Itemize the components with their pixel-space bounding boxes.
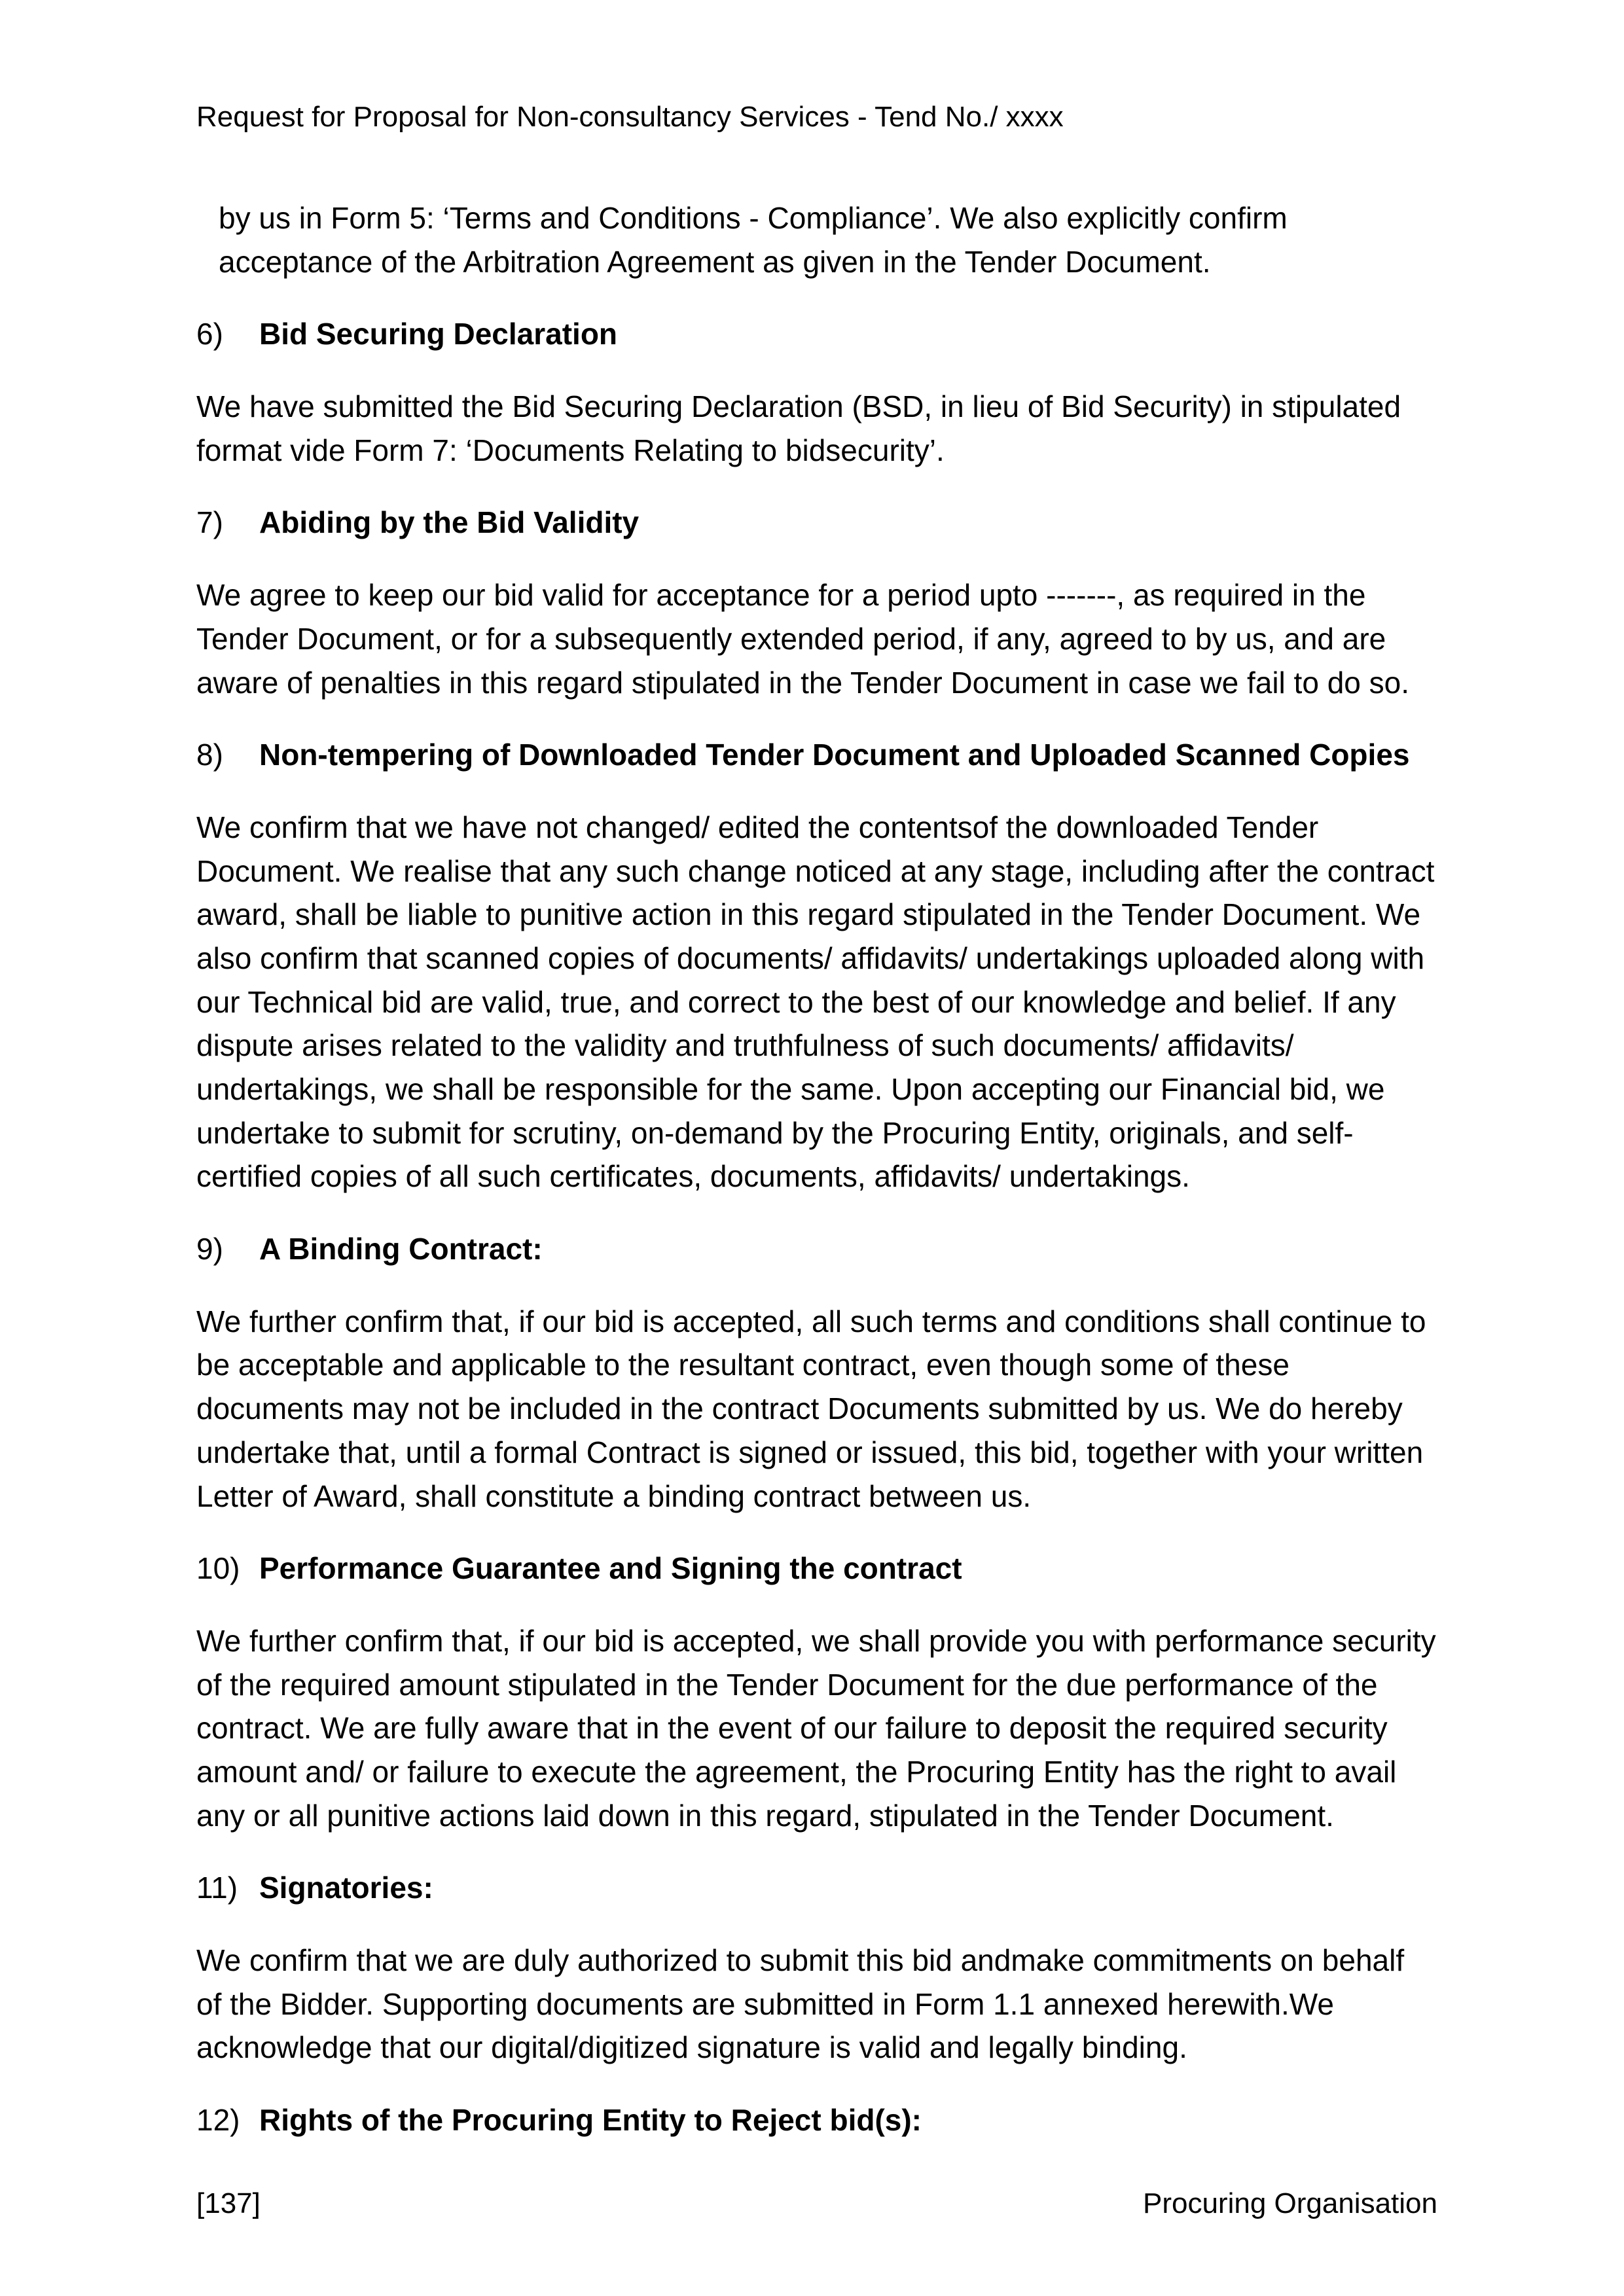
- section-heading: [196, 2098, 1437, 2142]
- section-body: We agree to keep our bid valid for acceptance for a period upto -------, as required in the Tender Document, or for a subsequently extended period, if any, agreed to by us, and are aware of penalties in this regard stipulated in the Tender Document in case we fail to do so.: [196, 578, 1410, 700]
- section-heading: [196, 733, 1437, 777]
- page-header: Request for Proposal for Non-consultancy Services - Tend No./ xxxx: [196, 101, 1064, 133]
- section-body: We further confirm that, if our bid is accepted, we shall provide you with performance security of the required amount stipulated in the Tender Document for the due performance of the contract. We are fully aware that in the event of our failure to deposit the required security amount and/ or failure to execute the agreement, the Procuring Entity has the right to avail any or all punitive actions laid down in this regard, stipulated in the Tender Document.: [196, 1623, 1436, 1833]
- section-number: 9): [196, 1232, 223, 1266]
- page-footer: [196, 2185, 1437, 2222]
- section-title: A Binding Contract:: [259, 1232, 543, 1266]
- section-heading: [196, 1227, 1437, 1271]
- section-number: 10): [196, 1551, 240, 1586]
- section-title: Rights of the Procuring Entity to Reject bid(s):: [259, 2103, 922, 2138]
- section-body: We further confirm that, if our bid is accepted, all such terms and conditions shall continue to be acceptable and applicable to the resultant contract, even though some of these documents may not be included in the contract Documents submitted by us. We do hereby undertake that, until a formal Contract is signed or issued, this bid, together with your written Letter of Award, shall constitute a binding contract between us.: [196, 1304, 1426, 1513]
- section-heading: [196, 1866, 1437, 1910]
- section-body: We confirm that we are duly authorized to submit this bid andmake commitments on behalf of the Bidder. Supporting documents are submitted in Form 1.1 annexed herewith.We acknowledge that our digital/digitized signature is valid and legally binding.: [196, 1943, 1405, 2065]
- section-7: [196, 501, 1437, 704]
- section-title: Performance Guarantee and Signing the contract: [259, 1551, 962, 1586]
- section-heading: [196, 501, 1437, 545]
- section-9: [196, 1227, 1437, 1518]
- section-12: [196, 2098, 1437, 2142]
- page-number: [137]: [196, 2187, 261, 2219]
- section-number: 7): [196, 505, 223, 540]
- document-content: [196, 196, 1437, 2171]
- section-heading: [196, 1547, 1437, 1590]
- section-title: Abiding by the Bid Validity: [259, 505, 640, 540]
- section-11: [196, 1866, 1437, 2070]
- section-number: 8): [196, 738, 223, 772]
- section-10: [196, 1547, 1437, 1837]
- section-title: Bid Securing Declaration: [259, 317, 618, 351]
- footer-organisation: Procuring Organisation: [1142, 2187, 1437, 2219]
- section-title: Signatories:: [259, 1871, 433, 1905]
- section-title: Non-tempering of Downloaded Tender Document and Uploaded Scanned Copies: [259, 738, 1410, 772]
- section-number: 12): [196, 2103, 240, 2138]
- section-number: 6): [196, 317, 223, 351]
- section-body: We confirm that we have not changed/ edited the contentsof the downloaded Tender Document. We realise that any such change noticed at any stage, including after the contract award, shall be liable to punitive action in this regard stipulated in the Tender Document. We also confirm that scanned copies of documents/ affidavits/ undertakings uploaded along with our Technical bid are valid, true, and correct to the best of our knowledge and belief. If any dispute arises related to the validity and truthfulness of such documents/ affidavits/ undertakings, we shall be responsible for the same. Upon accepting our Financial bid, we undertake to submit for scrutiny, on-demand by the Procuring Entity, originals, and self-certified copies of all such certificates, documents, affidavits/ undertakings.: [196, 810, 1435, 1194]
- intro-paragraph: by us in Form 5: ‘Terms and Conditions - Compliance’. We also explicitly confirm acceptance of the Arbitration Agreement as given in the Tender Document.: [219, 201, 1288, 279]
- section-number: 11): [196, 1871, 238, 1905]
- section-8: [196, 733, 1437, 1198]
- section-heading: [196, 312, 1437, 356]
- section-body: We have submitted the Bid Securing Declaration (BSD, in lieu of Bid Security) in stipulated format vide Form 7: ‘Documents Relating to bidsecurity’.: [196, 389, 1401, 467]
- section-6: [196, 312, 1437, 472]
